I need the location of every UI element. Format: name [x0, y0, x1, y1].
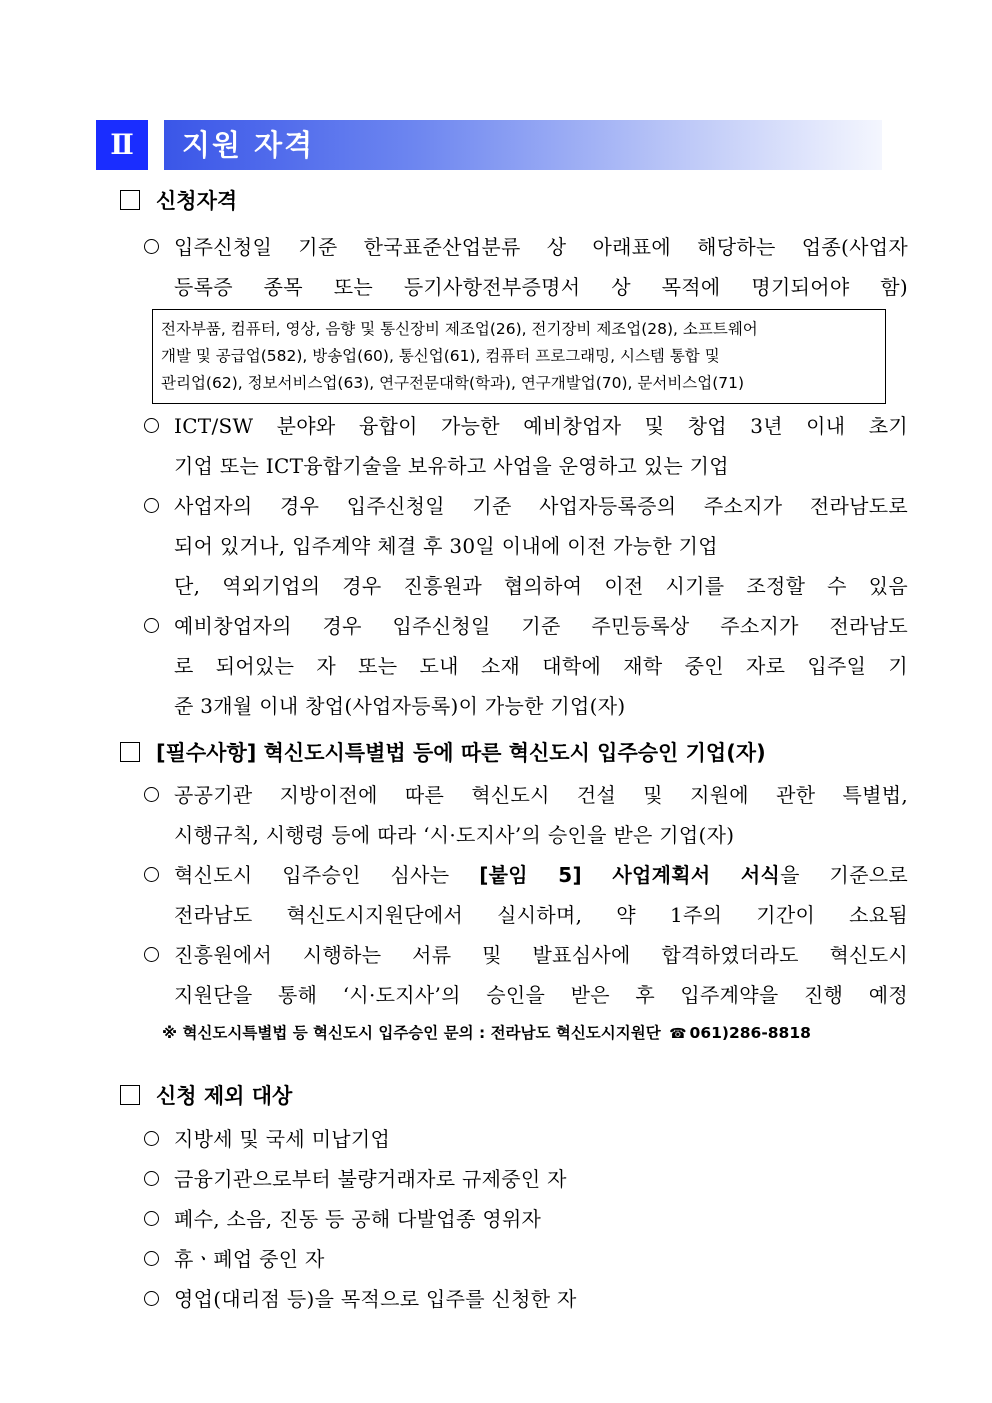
- circle-bullet-icon: [144, 1211, 159, 1226]
- circle-bullet-icon: [144, 867, 159, 882]
- item-text-line: 입주신청일 기준 한국표준산업분류 상 아래표에 해당하는 업종(사업자: [174, 235, 908, 259]
- list-item: [118, 855, 908, 935]
- circle-bullet-icon: [144, 1131, 159, 1146]
- eligibility-list-continued: [118, 406, 908, 726]
- phone-icon: ☎: [669, 1026, 687, 1042]
- industry-code-box: [152, 309, 886, 404]
- circle-bullet-icon: [144, 1171, 159, 1186]
- list-item: [118, 1159, 908, 1199]
- section-heading: [118, 738, 908, 768]
- item-text-line: 지원단을 통해 ‘시·도지사’의 승인을 받은 후 입주계약을 진행 예정: [174, 983, 908, 1007]
- item-text-line: 예비창업자의 경우 입주신청일 기준 주민등록상 주소지가 전라남도: [174, 614, 908, 638]
- item-text-line: 휴ㆍ폐업 중인 자: [174, 1247, 325, 1271]
- section-title: [필수사항] 혁신도시특별법 등에 따른 혁신도시 입주승인 기업(자): [156, 741, 766, 765]
- section-heading: [118, 186, 908, 216]
- checkbox-square-icon: [120, 1085, 140, 1105]
- list-item: [118, 1119, 908, 1159]
- circle-bullet-icon: [144, 239, 159, 254]
- list-item: [118, 227, 908, 307]
- approval-list: [118, 775, 908, 1015]
- section-title: 신청자격: [156, 189, 238, 213]
- checkbox-square-icon: [120, 742, 140, 762]
- circle-bullet-icon: [144, 1251, 159, 1266]
- item-text-line: ICT/SW 분야와 융합이 가능한 예비창업자 및 창업 3년 이내 초기: [174, 414, 908, 438]
- item-text-line: 단, 역외기업의 경우 진흥원과 협의하여 이전 시기를 조정할 수 있음: [174, 574, 908, 598]
- item-text-line: 기업 또는 ICT융합기술을 보유하고 사업을 운영하고 있는 기업: [174, 454, 729, 478]
- section-innovation-city-approval: [118, 738, 908, 1051]
- section-title: 신청 제외 대상: [156, 1084, 293, 1108]
- circle-bullet-icon: [144, 1291, 159, 1306]
- section-exclusions: [118, 1081, 908, 1319]
- circle-bullet-icon: [144, 787, 159, 802]
- item-text-line: 준 3개월 이내 창업(사업자등록)이 가능한 기업(자): [174, 694, 626, 718]
- item-text-line: 금융기관으로부터 불량거래자로 규제중인 자: [174, 1167, 567, 1191]
- item-text-line: 등록증 종목 또는 등기사항전부증명서 상 목적에 명기되어야 함): [174, 275, 908, 299]
- list-item: [118, 775, 908, 855]
- item-text-line: 전라남도 혁신도시지원단에서 실시하며, 약 1주의 기간이 소요됨: [174, 903, 908, 927]
- circle-bullet-icon: [144, 618, 159, 633]
- phone-number: 061)286-8818: [689, 1024, 811, 1042]
- list-item: [118, 935, 908, 1015]
- list-item: [118, 1199, 908, 1239]
- section-eligibility: [118, 186, 908, 726]
- list-item: [118, 406, 908, 486]
- box-text-line: 전자부품, 컴퓨터, 영상, 음향 및 통신장비 제조업(26), 전기장비 제조업(28), 소프트웨어: [161, 320, 758, 338]
- note-text: 혁신도시특별법 등 혁신도시 입주승인 문의 : 전라남도 혁신도시지원단: [182, 1024, 661, 1042]
- section-heading: [118, 1081, 908, 1111]
- circle-bullet-icon: [144, 498, 159, 513]
- item-text-line: 폐수, 소음, 진동 등 공해 다발업종 영위자: [174, 1207, 542, 1231]
- list-item: [118, 606, 908, 726]
- checkbox-square-icon: [120, 190, 140, 210]
- attachment-reference: [붙임 5] 사업계획서 서식: [479, 863, 781, 887]
- item-text-line: 사업자의 경우 입주신청일 기준 사업자등록증의 주소지가 전라남도로: [174, 494, 908, 518]
- item-text-line: 로 되어있는 자 또는 도내 소재 대학에 재학 중인 자로 입주일 기: [174, 654, 908, 678]
- item-text-line: 진흥원에서 시행하는 서류 및 발표심사에 합격하였더라도 혁신도시: [174, 943, 908, 967]
- item-text-line: 시행규칙, 시행령 등에 따라 ‘시·도지사’의 승인을 받은 기업(자): [174, 823, 735, 847]
- contact-note: [162, 1015, 908, 1051]
- list-item: [118, 486, 908, 606]
- box-text-line: 개발 및 공급업(582), 방송업(60), 통신업(61), 컴퓨터 프로그래밍, 시스템 통합 및: [161, 347, 720, 365]
- reference-mark: ※: [162, 1024, 178, 1042]
- circle-bullet-icon: [144, 418, 159, 433]
- item-text-line: 영업(대리점 등)을 목적으로 입주를 신청한 자: [174, 1287, 577, 1311]
- box-text-line: 관리업(62), 정보서비스업(63), 연구전문대학(학과), 연구개발업(70), 문서비스업(71): [161, 374, 745, 392]
- chapter-title-band: [164, 120, 882, 170]
- exclusion-list: [118, 1119, 908, 1319]
- eligibility-list: [118, 227, 908, 307]
- circle-bullet-icon: [144, 947, 159, 962]
- item-text-line: 공공기관 지방이전에 따른 혁신도시 건설 및 지원에 관한 특별법,: [174, 783, 908, 807]
- item-text-line: 지방세 및 국세 미납기업: [174, 1127, 391, 1151]
- list-item: [118, 1239, 908, 1279]
- chapter-header: [96, 120, 882, 170]
- chapter-number: Ⅱ: [96, 120, 148, 170]
- list-item: [118, 1279, 908, 1319]
- chapter-title: 지원 자격: [182, 128, 315, 162]
- item-text-line: 되어 있거나, 입주계약 체결 후 30일 이내에 이전 가능한 기업: [174, 534, 718, 558]
- item-text-line: 혁신도시 입주승인 심사는 [붙임 5] 사업계획서 서식을 기준으로: [174, 863, 909, 887]
